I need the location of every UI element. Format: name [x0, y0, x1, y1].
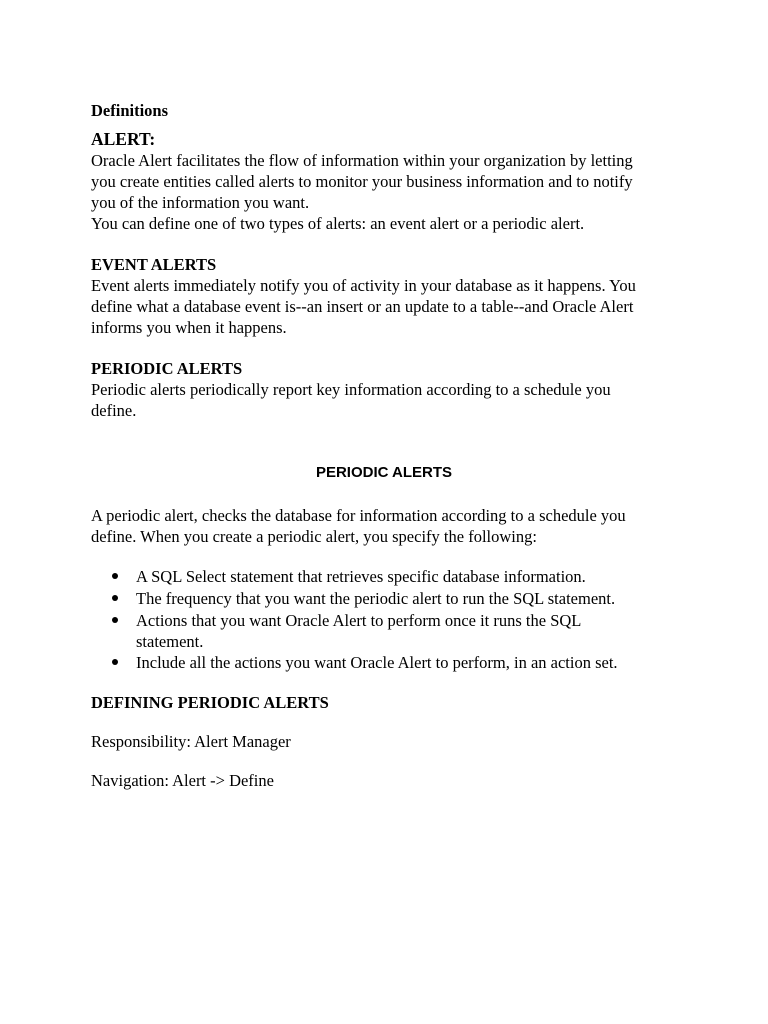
bullet-marker: [112, 617, 118, 623]
bullet-marker: [112, 595, 118, 601]
alert-text-line: Oracle Alert facilitates the flow of information within your organization by letting: [91, 151, 633, 170]
periodic-section-intro-line: A periodic alert, checks the database for information according to a schedule you: [91, 506, 626, 525]
event-alerts-heading: EVENT ALERTS: [91, 255, 217, 274]
alert-text-line: You can define one of two types of alerts: an event alert or a periodic alert.: [91, 214, 585, 233]
alert-heading: ALERT:: [91, 129, 156, 149]
bullet-item: The frequency that you want the periodic alert to run the SQL statement.: [136, 589, 616, 608]
bullet-item-continuation: statement.: [136, 632, 204, 651]
periodic-alerts-section-heading: PERIODIC ALERTS: [315, 464, 453, 481]
definitions-heading: Definitions: [91, 101, 169, 120]
responsibility-line: Responsibility: Alert Manager: [91, 732, 291, 751]
alert-text-line: you of the information you want.: [91, 193, 310, 212]
bullet-marker: [112, 659, 118, 665]
periodic-alerts-text-line: Periodic alerts periodically report key information according to a schedule you: [91, 380, 611, 399]
alert-text-line: you create entities called alerts to monitor your business information and to notify: [91, 172, 633, 191]
event-alerts-text-line: informs you when it happens.: [91, 318, 287, 337]
periodic-alerts-text-line: define.: [91, 401, 137, 420]
periodic-alerts-definition-heading: PERIODIC ALERTS: [91, 359, 243, 378]
bullet-marker: [112, 573, 118, 579]
navigation-line: Navigation: Alert -> Define: [91, 771, 274, 790]
bullet-item: Include all the actions you want Oracle Alert to perform, in an action set.: [136, 653, 618, 672]
defining-periodic-alerts-heading: DEFINING PERIODIC ALERTS: [91, 693, 329, 712]
periodic-section-intro-line: define. When you create a periodic alert, you specify the following:: [91, 527, 537, 546]
event-alerts-text-line: define what a database event is--an insert or an update to a table--and Oracle Alert: [91, 297, 634, 316]
event-alerts-text-line: Event alerts immediately notify you of activity in your database as it happens. You: [91, 276, 636, 295]
bullet-item: Actions that you want Oracle Alert to perform once it runs the SQL: [136, 611, 582, 630]
bullet-item: A SQL Select statement that retrieves specific database information.: [136, 567, 586, 586]
